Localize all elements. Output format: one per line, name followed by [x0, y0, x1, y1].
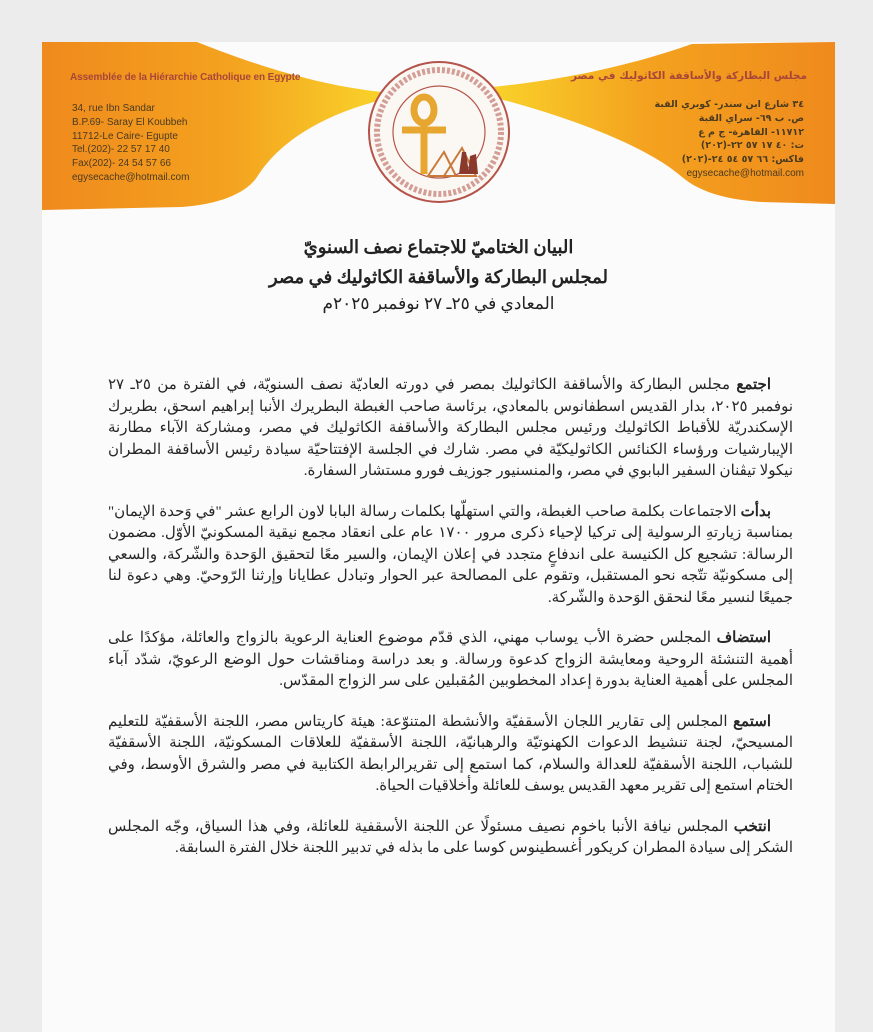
address-french — [72, 102, 189, 185]
paragraph-text: مجلس البطاركة والأساقفة الكاثوليك بمصر في دورته العاديّة نصف السنويّة، في الفترة من ٢٥ـ ٢٧ نوفمبر ٢٠٢٥، بدار القديس اسطفانوس بالمعادي، برئاسة صاحب الغبطة البطريرك الأنبا إبراهيم اسحق، بطريرك الإسكندريّة للأقباط الكاثوليك ورئيس مجلس البطاركة والأساقفة الكاثوليك في مصر، ومشاركة الآباء مطارنة الإيبارشيات ورؤساء الكنائس الكاثوليكيّة في مصر. شارك في الجلسة الإفتتاحيّة سيادة رئيس الأساقفة المطران نيكولا تيڤنان السفير البابوي في مصر، والمنسنيور جوزيف فورو مستشار السفارة. — [108, 377, 793, 479]
paragraph-text: المجلس إلى تقارير اللجان الأسقفيّة والأنشطة المتنوّعة: هيئة كاريتاس مصر، اللجنة الأسقفيّة للتعليم المسيحيّ، لجنة تنشيط الدعوات الكهنوتيّة والرهبانيّة، اللجنة الأسقفيّة للعلاقات المسكونيّة، اللجنة الأسقفيّة للشباب، اللجنة الأسقفيّة للعدالة والسلام، كما استمع إلى تقريرالرابطة الكتابية في مصر والشرق الأوسط، وفي الختام استمع إلى تقرير معهد القديس يوسف للعائلة وأخلاقيات الحياة. — [108, 713, 793, 794]
address-city: 11712-Le Caire- Egupte — [72, 130, 178, 142]
address-ar-city: ١١٧١٢- القاهرة- ج م ع — [698, 126, 804, 138]
org-name-arabic: مجلس البطاركة والأساقفة الكاثوليك في مصر — [570, 70, 807, 82]
title-line-2: لمجلس البطاركة والأساقفة الكاثوليك في مصر — [269, 267, 608, 287]
paragraph-lead: استمع — [733, 713, 771, 730]
paragraph-election — [108, 817, 793, 860]
paragraph-text: الاجتماعات بكلمة صاحب الغبطة، والتي استهلّها بكلمات رسالة البابا لاون الرابع عشر "في وَحدة الإيمان" بمناسبة زيارتهِ الرسولية إلى تركيا لإحياء ذكرى مرور ١٧٠٠ عام على انعقاد مجمع نيقية المسكونيّ الأوّل. مضمون الرسالة: تشجيع كل الكنيسة على اندفاعٍ متجدد في إعلان الإيمان، والسير معًا لتحقيق الوَحدة والشّركة، والسعي إلى مسكونيّة تتّجه نحو المستقبل، وتقوم على المصالحة عبر الحوار وتبادل عطايانا وإرثنا الرّوحيّ. وهي دعوة لنا جميعًا لنسير معًا لنحقق الوَحدة والشّركة. — [108, 503, 793, 606]
address-street: 34, rue Ibn Sandar — [72, 103, 155, 114]
paragraph-guest — [108, 628, 793, 693]
address-tel: Tel.(202)- 22 57 17 40 — [72, 144, 170, 156]
paragraph-lead: استضاف — [716, 630, 771, 646]
statement-body — [108, 375, 793, 879]
paragraph-lead: انتخب — [733, 818, 771, 835]
address-ar-street: ٣٤ شارع ابن سندر- كوبري القبة — [654, 99, 804, 110]
title-date-line: المعادي في ٢٥ـ ٢٧ نوفمبر ٢٠٢٥م — [322, 294, 555, 313]
paragraph-opening — [108, 502, 793, 610]
address-email: egysecache@hotmail.com — [72, 171, 190, 183]
address-ar-email: egysecache@hotmail.com — [686, 167, 804, 179]
letter-page — [42, 42, 835, 1032]
address-fax: Fax(202)- 24 54 57 66 — [72, 158, 171, 170]
address-ar-po-box: ص. ب ٦٩- سراي القبة — [698, 112, 804, 124]
paragraph-text: المجلس حضرة الأب يوساب مهني، الذي قدّم موضوع العناية الرعوية بالزواج والعائلة، مؤكدًا على أهمية التنشئة الروحية ومعايشة الزواج كدعوة ورسالة. و بعد دراسة ومناقشات حول الوضع الرعويّ، شدّد آباء المجلس على أهمية العناية بدورة إعداد المخطوبين المُقبلين على سر الزواج المقدّس. — [108, 630, 793, 689]
paragraph-meeting — [108, 375, 793, 483]
hierarchy-seal-logo — [364, 52, 514, 212]
address-ar-tel: ت: ٤٠ ١٧ ٥٧ ٢٢-(٢٠٢) — [700, 140, 804, 152]
address-arabic — [655, 98, 804, 181]
paragraph-lead: اجتمع — [736, 377, 771, 393]
title-line-1: البيان الختاميّ للاجتماع نصف السنويّ — [303, 237, 574, 257]
org-name-french: Assemblée de la Hiérarchie Catholique en Egypte — [70, 72, 301, 83]
statement-titles — [42, 232, 835, 316]
paragraph-reports — [108, 712, 793, 798]
address-ar-fax: فاكس: ٦٦ ٥٧ ٥٤ ٢٤-(٢٠٢) — [681, 154, 804, 166]
address-po-box: B.P.69- Saray El Koubbeh — [72, 116, 188, 128]
paragraph-lead: بدأت — [740, 503, 771, 520]
paragraph-text: المجلس نيافة الأنبا باخوم نصيف مسئولًا عن اللجنة الأسقفية للعائلة، وفي هذا السياق، وجّه المجلس الشكر إلى سيادة المطران كريكور أغسطينوس كوسا على ما بذله في تدبير اللجنة خلال الفترة السابقة. — [108, 818, 793, 856]
